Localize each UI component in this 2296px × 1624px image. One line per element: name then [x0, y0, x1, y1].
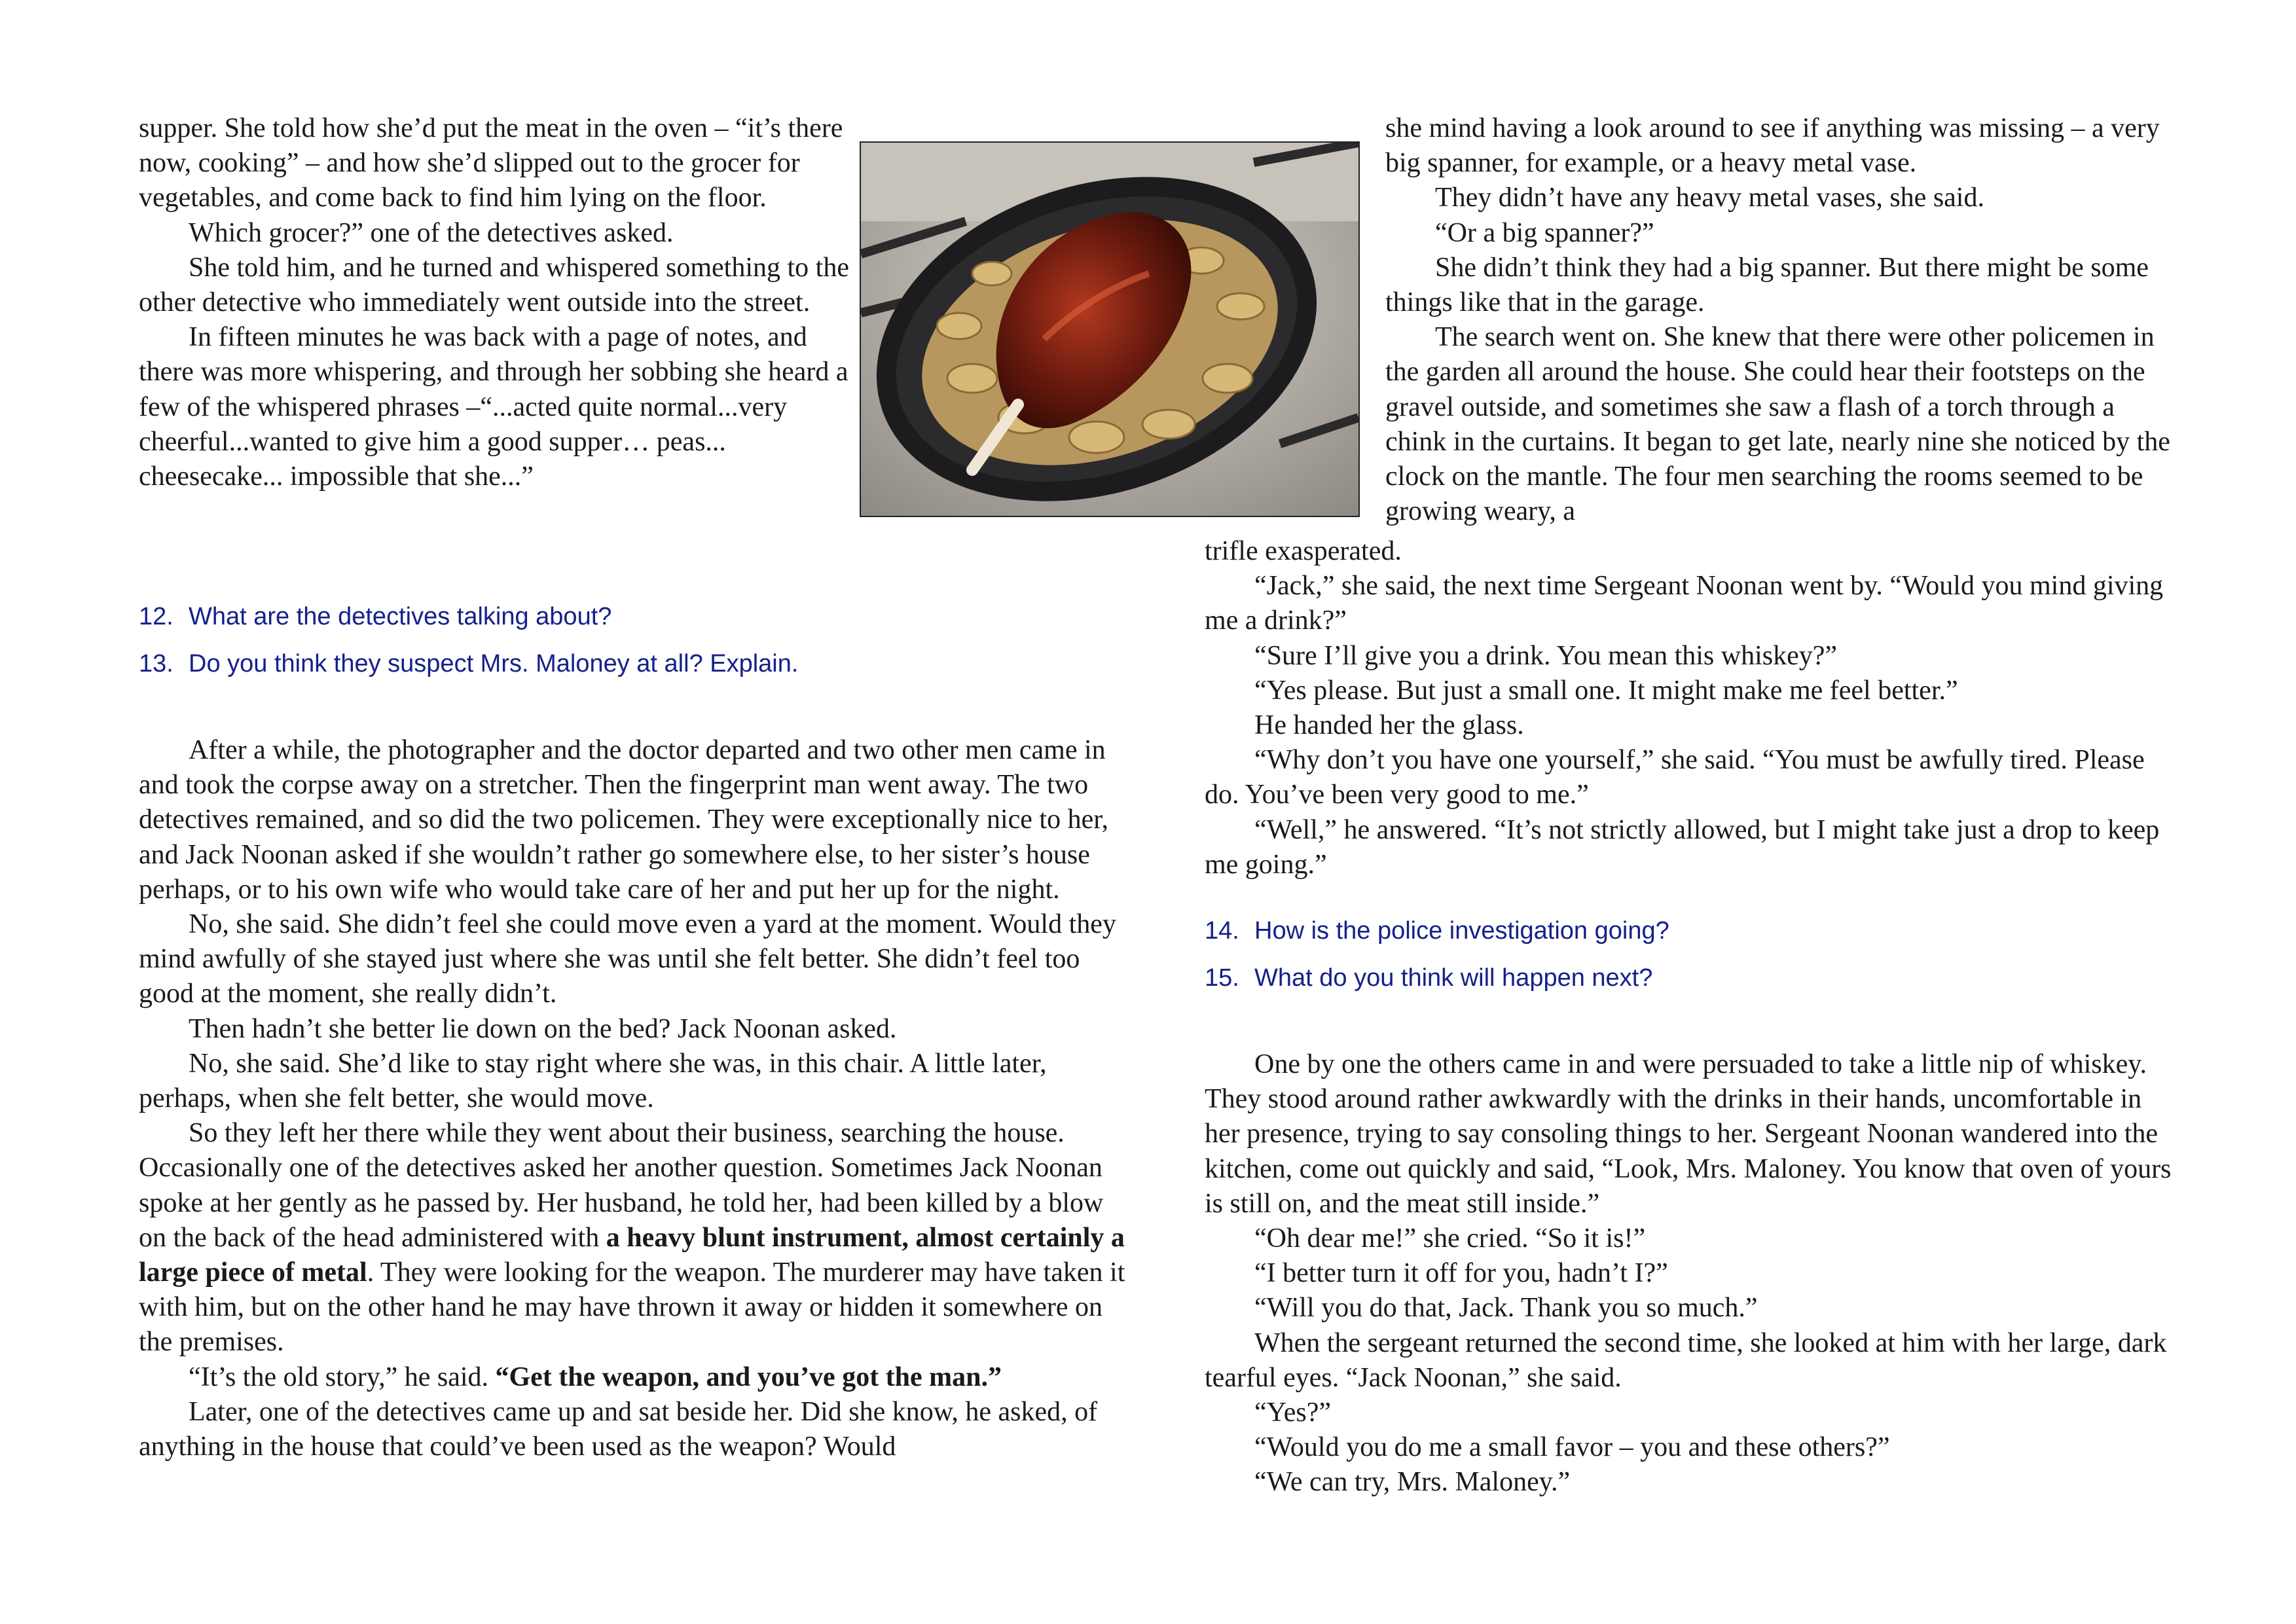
paragraph: Which grocer?” one of the detectives asked.	[189, 217, 674, 248]
question-number: 14.	[1205, 917, 1239, 945]
right-top-text	[1385, 111, 2178, 529]
roast-photo	[860, 141, 1360, 517]
questions-right	[1205, 915, 1669, 994]
paragraph	[139, 1360, 1134, 1395]
paragraph: she mind having a look around to see if anything was missing – a very big spanner, for example, or a heavy metal vase.	[1385, 113, 2160, 179]
question-text: Do you think they suspect Mrs. Maloney at all? Explain.	[189, 650, 799, 677]
paragraph: “Will you do that, Jack. Thank you so much.”	[1254, 1293, 1758, 1324]
paragraph: “Would you do me a small favor – you and these others?”	[1254, 1432, 1890, 1463]
paragraph: trifle exasperated.	[1205, 536, 1402, 566]
paragraph: He handed her the glass.	[1254, 710, 1524, 741]
paragraph-text: “It’s the old story,” he said.	[189, 1362, 496, 1392]
questions-left	[139, 601, 798, 679]
paragraph: “Yes?”	[1254, 1398, 1332, 1428]
paragraph: “Jack,” she said, the next time Sergeant Noonan went by. “Would you mind giving me a drink?”	[1205, 571, 2164, 636]
paragraph: She didn’t think they had a big spanner. But there might be some things like that in the garage.	[1385, 252, 2149, 318]
paragraph: After a while, the photographer and the doctor departed and two other men came in and took the corpse away on a stretcher. Then the fingerprint man went away. The two detectives remained, and so did the two policemen. They were exceptionally nice to her, and Jack Noonan asked if she wouldn’t rather go somewhere else, to her sister’s house perhaps, or to his own wife who would take care of her and put her up for the night.	[139, 735, 1109, 905]
question-13	[139, 648, 798, 679]
paragraph: “We can try, Mrs. Maloney.”	[1254, 1467, 1571, 1498]
roast-pan-illustration	[861, 143, 1358, 516]
question-number: 13.	[139, 650, 173, 677]
paragraph: “Or a big spanner?”	[1435, 217, 1654, 248]
bold-phrase: “Get the weapon, and you’ve got the man.”	[495, 1362, 1002, 1392]
paragraph: “I better turn it off for you, hadn’t I?”	[1254, 1258, 1668, 1289]
right-middle-text	[1205, 534, 2180, 882]
question-15	[1205, 962, 1669, 994]
question-number: 15.	[1205, 964, 1239, 992]
paragraph: When the sergeant returned the second time, she looked at him with her large, dark tearful eyes. “Jack Noonan,” she said.	[1205, 1327, 2167, 1393]
paragraph	[139, 1116, 1134, 1360]
right-bottom-text	[1205, 1047, 2180, 1500]
paragraph: “Oh dear me!” she cried. “So it is!”	[1254, 1223, 1646, 1254]
bold-phrase: a heavy blunt instrument, almost certainly a large piece of metal	[139, 1222, 1125, 1288]
question-12	[139, 601, 798, 632]
paragraph: One by one the others came in and were persuaded to take a little nip of whiskey. They stood around rather awkwardly with the drinks in their hands, uncomfortable in her presence, trying to say consoling things to her. Sergeant Noonan wandered into the kitchen, come out quickly and said, “Look, Mrs. Maloney. You know that oven of yours is still on, and the meat still inside.”	[1205, 1049, 2172, 1219]
question-text: How is the police investigation going?	[1254, 917, 1669, 945]
paragraph: They didn’t have any heavy metal vases, she said.	[1435, 183, 1984, 213]
paragraph: supper. She told how she’d put the meat in the oven – “it’s there now, cooking” – and how she’d slipped out to the grocer for vegetables, and come back to find him lying on the floor.	[139, 113, 843, 213]
paragraph: In fifteen minutes he was back with a page of notes, and there was more whispering, and through her sobbing she heard a few of the whispered phrases –“...acted quite normal...very cheerful...wanted to give him a good supper… peas... cheesecake... impossible that she...”	[139, 322, 848, 492]
paragraph: “Why don’t you have one yourself,” she said. “You must be awfully tired. Please do. You’ve been very good to me.”	[1205, 745, 2145, 810]
paragraph: No, she said. She didn’t feel she could move even a yard at the moment. Would they mind awfully of she stayed just where she was until she felt better. She didn’t feel too good at the moment, she really didn’t.	[139, 909, 1116, 1009]
question-number: 12.	[139, 603, 173, 630]
question-text: What do you think will happen next?	[1254, 964, 1653, 992]
paragraph: The search went on. She knew that there were other policemen in the garden all around the house. She could hear their footsteps on the gravel outside, and sometimes she saw a flash of a torch through a chink in the curtains. It began to get late, nearly nine she noticed by the clock on the mantle. The four men searching the rooms seemed to be growing weary, a	[1385, 322, 2170, 527]
paragraph: “Well,” he answered. “It’s not strictly allowed, but I might take just a drop to keep me going.”	[1205, 814, 2160, 880]
paragraph: She told him, and he turned and whispered something to the other detective who immediately went outside into the street.	[139, 252, 849, 318]
paragraph-text: So they left her there while they went about their business, searching the house. Occasionally one of the detectives asked her another question. Sometimes Jack Noonan spoke at her gently as he passed by. Her husband, he told her, had been killed by a blow on the back of the head administered with	[139, 1118, 1104, 1253]
paragraph: Then hadn’t she better lie down on the bed? Jack Noonan asked.	[189, 1013, 897, 1044]
left-top-text	[139, 111, 849, 494]
question-14	[1205, 915, 1669, 947]
paragraph: “Sure I’ll give you a drink. You mean this whiskey?”	[1254, 640, 1838, 671]
left-bottom-text	[139, 733, 1134, 1464]
paragraph: “Yes please. But just a small one. It might make me feel better.”	[1254, 675, 1958, 706]
paragraph: No, she said. She’d like to stay right where she was, in this chair. A little later, perhaps, when she felt better, she would move.	[139, 1048, 1047, 1114]
paragraph-text: . They were looking for the weapon. The murderer may have taken it with him, but on the other hand he may have thrown it away or hidden it somewhere on the premises.	[139, 1257, 1125, 1358]
paragraph: Later, one of the detectives came up and sat beside her. Did she know, he asked, of anything in the house that could’ve been used as the weapon? Would	[139, 1396, 1098, 1462]
question-text: What are the detectives talking about?	[189, 603, 612, 630]
